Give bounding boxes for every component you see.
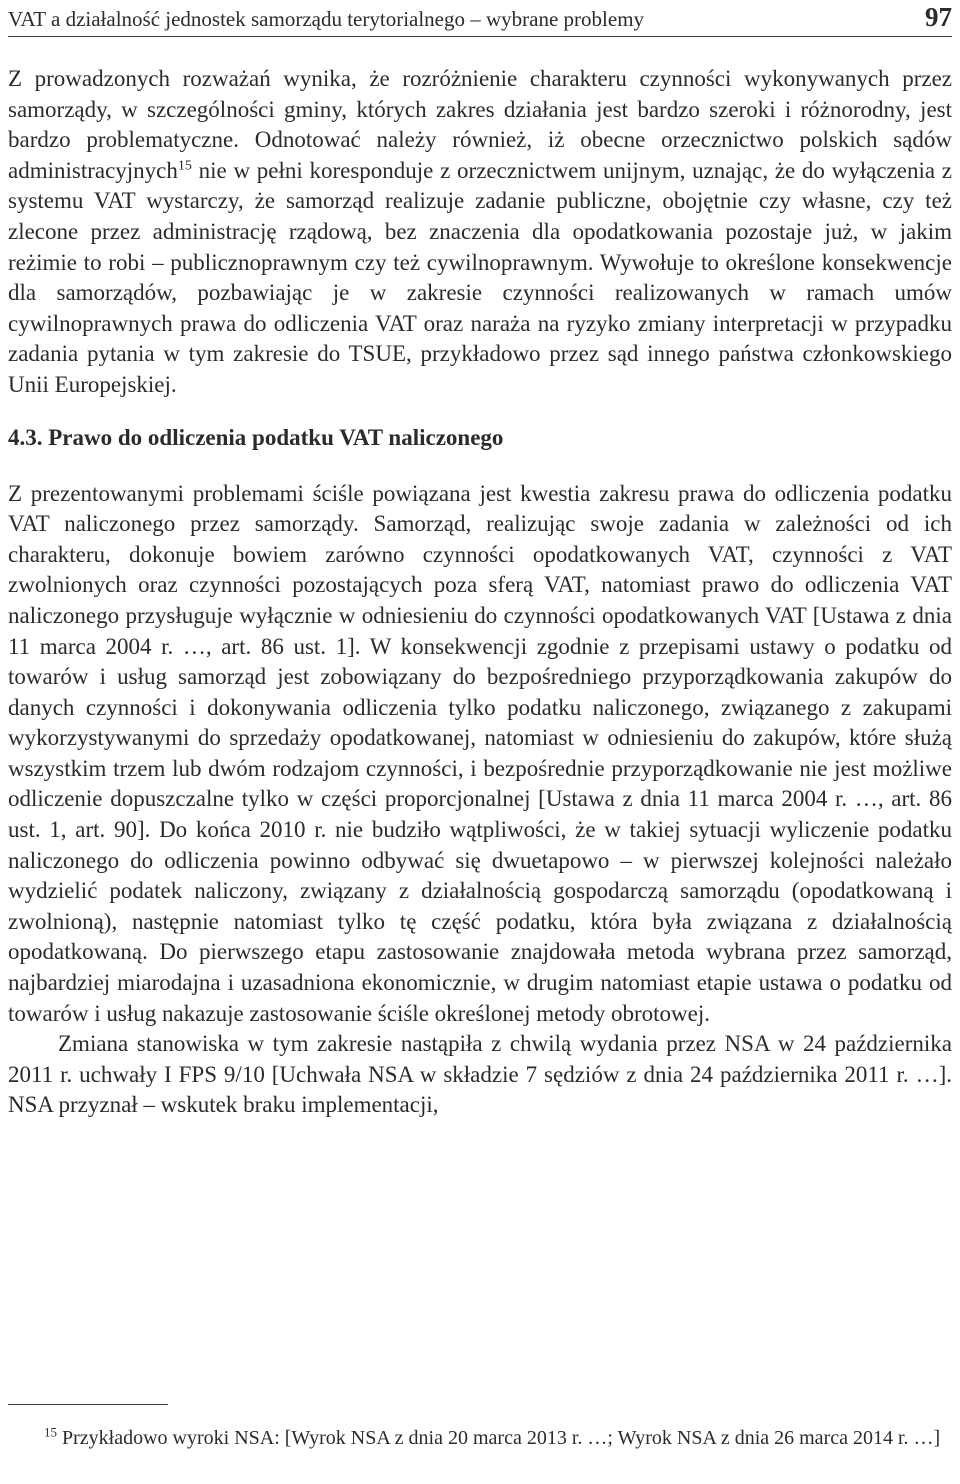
paragraph-intro: [8, 64, 952, 401]
paragraph-nsa-change: Zmiana stanowiska w tym zakresie nastąpiła z chwilą wydania przez NSA w 24 października 2011 r. uchwały I FPS 9/10 [Uchwała NSA w składzie 7 sędziów z dnia 24 października 2011 r. …]. NSA przyznał – wskutek braku implementacji,: [8, 1031, 952, 1118]
paragraph-intro-text-2: nie w pełni koresponduje z orzecznictwem unijnym, uznając, że do wyłączenia z systemu VAT wystarczy, że samorząd realizuje zadanie publiczne, obojętnie czy własne, czy też zlecone przez administrację rządową, bez znaczenia dla opodatkowania pozostaje już, w jakim reżimie to robi – publicznoprawnym czy też cywilnoprawnym. Wywołuje to określone konsekwencje dla samorządów, pozbawiając je w zakresie czynności realizowanych w ramach umów cywilnoprawnych prawa do odliczenia VAT oraz naraża na ryzyko zmiany interpretacji w przypadku zadania pytania w tym zakresie do TSUE, przykładowo przez sąd innego państwa członkowskiego Unii Europejskiej.: [8, 157, 952, 397]
running-title: VAT a działalność jednostek samorządu terytorialnego – wybrane problemy: [8, 7, 645, 31]
page-number: 97: [925, 2, 952, 32]
footnote-15: [8, 1424, 952, 1452]
section-heading: 4.3. Prawo do odliczenia podatku VAT naliczonego: [8, 424, 504, 450]
footnote-separator: [8, 1404, 168, 1405]
footnote-mark: 15: [44, 1424, 57, 1440]
footnote-reference-15[interactable]: 15: [177, 158, 192, 174]
footnote-text: Przykładowo wyroki NSA: [Wyrok NSA z dnia 20 marca 2013 r. …; Wyrok NSA z dnia 26 marca 2014 r. …]: [57, 1427, 941, 1449]
running-header: [8, 2, 952, 37]
page-body: [8, 64, 952, 1121]
paragraph-intro-text-1: Z prowadzonych rozważań wynika, że rozróżnienie charakteru czynności wykonywanych przez samorządy, w szczególności gminy, których zakres działania jest bardzo szeroki i różnorodny, jest bardzo problematyczne. Odnotować należy również, iż obecne orzecznictwo polskich sądów administracyjnych: [8, 66, 952, 183]
paragraph-deduction-scope: Z prezentowanymi problemami ściśle powiązana jest kwestia zakresu prawa do odliczenia podatku VAT naliczonego przez samorządy. Samorząd, realizując swoje zadania w zależności od ich charakteru, dokonuje bowiem zarówno czynności opodatkowanych VAT, czynności z VAT zwolnionych oraz czynności pozostających poza sferą VAT, natomiast prawo do odliczenia VAT naliczonego przysługuje wyłącznie w odniesieniu do czynności opodatkowanych VAT [Ustawa z dnia 11 marca 2004 r. …, art. 86 ust. 1]. W konsekwencji zgodnie z przepisami ustawy o podatku od towarów i usług samorząd jest zobowiązany do bezpośredniego przyporządkowania zakupów do danych czynności i dokonywania odliczenia tylko podatku naliczonego, związanego z zakupami wykorzystywanymi do sprzedaży opodatkowanej, natomiast w odniesieniu do zakupów, które służą wszystkim trzem lub dwóm rodzajom czynności, i bezpośrednie przyporządkowanie nie jest możliwe odliczenie dopuszczalne tylko w części proporcjonalnej [Ustawa z dnia 11 marca 2004 r. …, art. 86 ust. 1, art. 90]. Do końca 2010 r. nie budziło wątpliwości, że w takiej sytuacji wyliczenie podatku naliczonego do odliczenia powinno odbywać się dwuetapowo – w pierwszej kolejności należało wydzielić podatek naliczony, związany z działalnością gospodarczą samorządu (opodatkowaną i zwolnioną), następnie natomiast tylko tę część podatku, która była związana z działalnością opodatkowaną. Do pierwszego etapu zastosowanie znajdowała metoda wybrana przez samorząd, najbardziej miarodajna i uzasadniona ekonomicznie, w drugim natomiast etapie ustawa o podatku od towarów i usług nakazuje zastosowanie ściśle określonej metody obrotowej.: [8, 480, 952, 1026]
